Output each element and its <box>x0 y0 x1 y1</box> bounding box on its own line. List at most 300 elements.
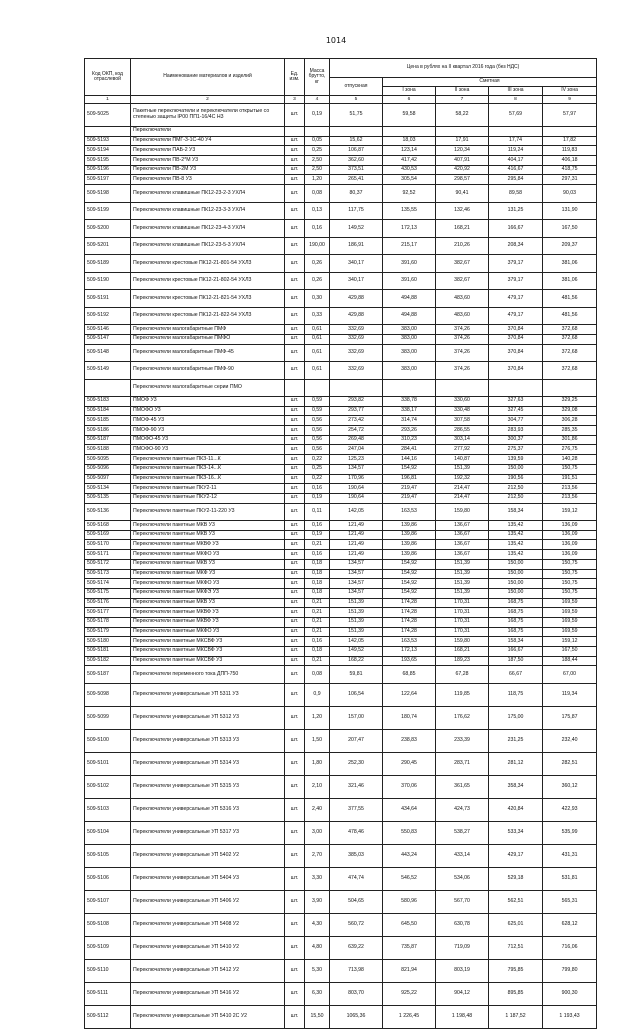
cell-mass: 3,30 <box>305 867 330 890</box>
cell-name: Переключатели клавишные ПК12-23-2-3 УХЛ4 <box>131 185 285 203</box>
cell-unit: шт. <box>285 416 305 426</box>
cell-zone-1-price: 580,96 <box>383 890 436 913</box>
cell-wholesale-price: 142,05 <box>330 503 383 521</box>
cell-zone-4-price: 209,37 <box>543 237 597 255</box>
cell-name: Переключатели пакетные МКВФ У3 <box>131 617 285 627</box>
cell-zone-3-price: 327,45 <box>489 406 543 416</box>
cell-zone-1-price: 391,60 <box>383 272 436 290</box>
cell-code: 509-5184 <box>85 406 131 416</box>
cell-zone-4-price: 406,18 <box>543 156 597 166</box>
table-row <box>85 569 597 579</box>
cell-zone-2-price: 170,31 <box>436 608 489 618</box>
cell-name: Переключатели пакетные МКФЭ У3 <box>131 588 285 598</box>
cell-wholesale-price: 151,39 <box>330 598 383 608</box>
cell-name: Переключатели пакетные МКВ У3 <box>131 598 285 608</box>
cell-unit: шт. <box>285 656 305 666</box>
cell-zone-4-price: 169,59 <box>543 627 597 637</box>
cell-code: 509-5134 <box>85 484 131 494</box>
cell-mass: 0,9 <box>305 683 330 706</box>
cell-wholesale-price: 254,72 <box>330 426 383 436</box>
cell-zone-1-price: 68,85 <box>383 666 436 684</box>
table-row <box>85 530 597 540</box>
cell-zone-3-price: 150,00 <box>489 464 543 474</box>
cell-name: Переключатели пакетные МКСВФ У3 <box>131 637 285 647</box>
table-row <box>85 521 597 531</box>
cell-wholesale-price: 134,57 <box>330 569 383 579</box>
cell-code: 509-5172 <box>85 559 131 569</box>
cell-code: 509-5187 <box>85 435 131 445</box>
cell-code: 509-5192 <box>85 307 131 325</box>
table-row <box>85 617 597 627</box>
cell-zone-3-price: 281,12 <box>489 752 543 775</box>
cell-name: Переключатели пакетные МКВФ У3 <box>131 540 285 550</box>
cell-code: 509-5201 <box>85 237 131 255</box>
cell-wholesale-price: 151,39 <box>330 617 383 627</box>
cell-code: 509-5191 <box>85 290 131 308</box>
table-row <box>85 656 597 666</box>
cell-unit: шт. <box>285 608 305 618</box>
cell-zone-2-price: 17,91 <box>436 136 489 146</box>
cell-zone-1-price: 135,55 <box>383 202 436 220</box>
cell-mass: 0,08 <box>305 185 330 203</box>
cell-mass: 2,70 <box>305 844 330 867</box>
cell-name: Переключатели универсальные УП 5312 У3 <box>131 706 285 729</box>
cell-unit: шт. <box>285 637 305 647</box>
table-row <box>85 844 597 867</box>
cell-zone-1-price: 821,94 <box>383 959 436 982</box>
cell-code: 509-5175 <box>85 588 131 598</box>
cell-zone-2-price: 136,67 <box>436 530 489 540</box>
cell-unit: шт. <box>285 913 305 936</box>
cell-zone-4-price: 213,56 <box>543 493 597 503</box>
table-row <box>85 608 597 618</box>
cell-zone-4-price: 169,59 <box>543 617 597 627</box>
table-row <box>85 683 597 706</box>
cell-zone-4-price: 285,35 <box>543 426 597 436</box>
cell-zone-2-price: 90,41 <box>436 185 489 203</box>
cell-zone-1-price: 310,23 <box>383 435 436 445</box>
cell-wholesale-price: 429,88 <box>330 290 383 308</box>
cell-wholesale-price: 207,47 <box>330 729 383 752</box>
cell-unit: шт. <box>285 559 305 569</box>
cell-unit: шт. <box>285 936 305 959</box>
cell-mass: 190,00 <box>305 237 330 255</box>
cell-code: 509-5188 <box>85 445 131 455</box>
table-row <box>85 272 597 290</box>
cell-unit: шт. <box>285 464 305 474</box>
cell-wholesale-price: 429,88 <box>330 307 383 325</box>
cell-mass: 0,61 <box>305 362 330 380</box>
cell-unit: шт. <box>285 729 305 752</box>
cell-zone-3-price: 712,51 <box>489 936 543 959</box>
cell-zone-1-price: 219,47 <box>383 493 436 503</box>
table-row <box>85 936 597 959</box>
cell-zone-1-price: 180,74 <box>383 706 436 729</box>
cell-name: ПМОФО-90 У3 <box>131 445 285 455</box>
cell-zone-2-price: 189,23 <box>436 656 489 666</box>
cell-zone-3-price: 429,17 <box>489 844 543 867</box>
cell-zone-4-price: 372,68 <box>543 325 597 335</box>
cell-code: 509-5025 <box>85 104 131 127</box>
cell-zone-1-price: 154,92 <box>383 559 436 569</box>
table-row <box>85 435 597 445</box>
cell-wholesale-price: 293,77 <box>330 406 383 416</box>
cell-zone-4-price: 67,00 <box>543 666 597 684</box>
cell-zone-1-price: 174,28 <box>383 608 436 618</box>
cell-wholesale-price: 560,72 <box>330 913 383 936</box>
cell-unit: шт. <box>285 775 305 798</box>
cell-zone-3-price: 135,42 <box>489 530 543 540</box>
cell-code: 509-5096 <box>85 464 131 474</box>
cell-unit: шт. <box>285 344 305 362</box>
cell-zone-2-price: 277,92 <box>436 445 489 455</box>
column-index: 9 <box>543 96 597 104</box>
cell-unit: шт. <box>285 406 305 416</box>
cell-mass <box>305 127 330 137</box>
cell-zone-2-price: 483,60 <box>436 307 489 325</box>
table-row <box>85 474 597 484</box>
cell-mass: 4,30 <box>305 913 330 936</box>
cell-zone-3-price: 17,74 <box>489 136 543 146</box>
cell-wholesale-price: 373,51 <box>330 165 383 175</box>
cell-name: Переключатели ПАБ-2 У3 <box>131 146 285 156</box>
cell-zone-3-price: 379,17 <box>489 255 543 273</box>
cell-code: 509-5199 <box>85 202 131 220</box>
cell-code <box>85 379 131 397</box>
cell-name: Переключатели пакетные МКВ У3 <box>131 559 285 569</box>
cell-unit: шт. <box>285 569 305 579</box>
cell-mass: 0,16 <box>305 637 330 647</box>
table-row <box>85 913 597 936</box>
cell-wholesale-price: 273,42 <box>330 416 383 426</box>
cell-mass: 0,16 <box>305 521 330 531</box>
cell-wholesale-price: 117,75 <box>330 202 383 220</box>
cell-zone-4-price: 167,50 <box>543 220 597 238</box>
cell-mass: 0,18 <box>305 559 330 569</box>
column-index: 8 <box>489 96 543 104</box>
cell-zone-1-price: 139,86 <box>383 530 436 540</box>
cell-zone-3-price: 370,84 <box>489 362 543 380</box>
cell-zone-1-price: 144,16 <box>383 455 436 465</box>
cell-name: Переключатели пакетные МКСВФ У3 <box>131 647 285 657</box>
cell-mass: 0,21 <box>305 656 330 666</box>
cell-unit: шт. <box>285 435 305 445</box>
cell-unit: шт. <box>285 1005 305 1028</box>
cell-mass: 0,19 <box>305 493 330 503</box>
cell-zone-1-price <box>383 127 436 137</box>
cell-zone-3-price: 562,51 <box>489 890 543 913</box>
cell-zone-1-price: 550,83 <box>383 821 436 844</box>
cell-zone-1-price: 196,81 <box>383 474 436 484</box>
cell-unit: шт. <box>285 959 305 982</box>
cell-zone-2-price: 170,31 <box>436 617 489 627</box>
cell-zone-1-price: 238,83 <box>383 729 436 752</box>
cell-zone-2-price: 214,47 <box>436 484 489 494</box>
cell-zone-1-price: 92,52 <box>383 185 436 203</box>
cell-unit: шт. <box>285 550 305 560</box>
cell-code: 509-5195 <box>85 156 131 166</box>
cell-unit: шт. <box>285 136 305 146</box>
cell-unit: шт. <box>285 290 305 308</box>
cell-code: 509-5098 <box>85 683 131 706</box>
cell-name: Переключатели ПВ-2*М У3 <box>131 156 285 166</box>
cell-zone-4-price: 136,09 <box>543 521 597 531</box>
cell-zone-2-price: 283,71 <box>436 752 489 775</box>
cell-unit: шт. <box>285 890 305 913</box>
cell-zone-3-price: 135,42 <box>489 521 543 531</box>
cell-zone-3-price: 283,93 <box>489 426 543 436</box>
cell-zone-3-price: 187,50 <box>489 656 543 666</box>
cell-mass: 0,16 <box>305 484 330 494</box>
cell-zone-1-price: 735,87 <box>383 936 436 959</box>
cell-mass: 0,11 <box>305 503 330 521</box>
cell-zone-3-price: 166,67 <box>489 220 543 238</box>
cell-zone-4-price: 372,68 <box>543 334 597 344</box>
table-row <box>85 559 597 569</box>
cell-zone-4-price: 282,51 <box>543 752 597 775</box>
cell-code: 509-5108 <box>85 913 131 936</box>
table-row <box>85 493 597 503</box>
cell-mass: 0,26 <box>305 255 330 273</box>
cell-unit: шт. <box>285 752 305 775</box>
cell-zone-2-price: 567,70 <box>436 890 489 913</box>
table-row <box>85 982 597 1005</box>
header-zone-3: III зона <box>489 87 543 96</box>
cell-unit: шт. <box>285 503 305 521</box>
cell-zone-4-price: 150,75 <box>543 588 597 598</box>
cell-zone-3-price: 625,01 <box>489 913 543 936</box>
cell-zone-3-price: 795,85 <box>489 959 543 982</box>
cell-zone-1-price: 443,24 <box>383 844 436 867</box>
cell-mass: 0,30 <box>305 290 330 308</box>
cell-zone-3-price: 300,37 <box>489 435 543 445</box>
cell-mass: 0,25 <box>305 146 330 156</box>
cell-zone-1-price: 391,60 <box>383 255 436 273</box>
cell-wholesale-price: 134,57 <box>330 559 383 569</box>
table-row <box>85 959 597 982</box>
cell-mass: 1,20 <box>305 175 330 185</box>
cell-zone-4-price: 232,40 <box>543 729 597 752</box>
cell-code: 509-5149 <box>85 362 131 380</box>
cell-code: 509-5112 <box>85 1005 131 1028</box>
cell-mass: 0,16 <box>305 550 330 560</box>
cell-zone-4-price: 481,56 <box>543 307 597 325</box>
column-index: 7 <box>436 96 489 104</box>
cell-unit: шт. <box>285 202 305 220</box>
cell-zone-4-price: 140,28 <box>543 455 597 465</box>
table-row <box>85 397 597 407</box>
cell-zone-2-price: 132,46 <box>436 202 489 220</box>
column-index: 1 <box>85 96 131 104</box>
cell-zone-3-price: 150,00 <box>489 588 543 598</box>
cell-zone-4-price: 372,68 <box>543 344 597 362</box>
cell-unit: шт. <box>285 579 305 589</box>
cell-unit: шт. <box>285 175 305 185</box>
cell-name: Переключатели малогабаритные серии ПМО <box>131 379 285 397</box>
cell-name: Переключатели универсальные УП 5316 У3 <box>131 798 285 821</box>
cell-wholesale-price: 151,39 <box>330 627 383 637</box>
cell-code: 509-5104 <box>85 821 131 844</box>
cell-zone-4-price: 136,09 <box>543 550 597 560</box>
cell-mass: 0,33 <box>305 307 330 325</box>
cell-zone-2-price: 286,55 <box>436 426 489 436</box>
table-row <box>85 344 597 362</box>
cell-unit: шт. <box>285 397 305 407</box>
table-row <box>85 464 597 474</box>
cell-name: Переключатели универсальные УП 5406 У2 <box>131 890 285 913</box>
cell-zone-4-price: 531,81 <box>543 867 597 890</box>
cell-code: 509-5181 <box>85 647 131 657</box>
cell-zone-3-price: 135,42 <box>489 550 543 560</box>
cell-name: Переключатели крестовые ПК12-21-801-54 УХЛ3 <box>131 255 285 273</box>
cell-zone-3-price: 212,50 <box>489 484 543 494</box>
cell-zone-3-price: 327,63 <box>489 397 543 407</box>
cell-zone-2-price: 210,26 <box>436 237 489 255</box>
cell-zone-4-price: 431,31 <box>543 844 597 867</box>
cell-zone-4-price: 628,12 <box>543 913 597 936</box>
cell-mass: 0,08 <box>305 666 330 684</box>
cell-zone-4-price: 159,12 <box>543 637 597 647</box>
cell-zone-4-price: 301,86 <box>543 435 597 445</box>
cell-unit: шт. <box>285 666 305 684</box>
cell-unit <box>285 379 305 397</box>
header-zone-2: II зона <box>436 87 489 96</box>
cell-wholesale-price: 803,70 <box>330 982 383 1005</box>
cell-zone-4-price: 481,56 <box>543 290 597 308</box>
cell-code: 509-5109 <box>85 936 131 959</box>
table-row <box>85 890 597 913</box>
cell-wholesale-price: 639,22 <box>330 936 383 959</box>
cell-code: 509-5101 <box>85 752 131 775</box>
cell-zone-4-price: 716,06 <box>543 936 597 959</box>
cell-wholesale-price: 504,65 <box>330 890 383 913</box>
cell-mass: 0,18 <box>305 579 330 589</box>
cell-zone-2-price: 298,57 <box>436 175 489 185</box>
table-row <box>85 445 597 455</box>
cell-mass: 0,59 <box>305 406 330 416</box>
cell-unit: шт. <box>285 982 305 1005</box>
cell-name: ПМОФ-45 У3 <box>131 416 285 426</box>
cell-name: Переключатели универсальные УП 5416 У2 <box>131 982 285 1005</box>
table-row <box>85 426 597 436</box>
cell-zone-3-price: 168,75 <box>489 627 543 637</box>
cell-zone-2-price: 407,91 <box>436 156 489 166</box>
cell-zone-1-price: 284,41 <box>383 445 436 455</box>
table-row <box>85 1005 597 1028</box>
cell-zone-4-price: 306,28 <box>543 416 597 426</box>
cell-code: 509-5146 <box>85 325 131 335</box>
cell-name: Переключатели универсальные УП 5412 У2 <box>131 959 285 982</box>
cell-mass: 4,80 <box>305 936 330 959</box>
cell-zone-4-price: 329,25 <box>543 397 597 407</box>
cell-zone-1-price: 293,26 <box>383 426 436 436</box>
cell-name: Переключатели пакетные ПКЗ-14...К <box>131 464 285 474</box>
cell-wholesale-price: 247,04 <box>330 445 383 455</box>
cell-zone-3-price: 150,00 <box>489 559 543 569</box>
cell-zone-2-price: 170,31 <box>436 598 489 608</box>
cell-zone-2-price: 120,34 <box>436 146 489 156</box>
cell-zone-1-price: 174,28 <box>383 598 436 608</box>
cell-unit: шт. <box>285 844 305 867</box>
cell-unit: шт. <box>285 445 305 455</box>
header-zone-4: IV зона <box>543 87 597 96</box>
table-row <box>85 220 597 238</box>
table-row <box>85 362 597 380</box>
cell-wholesale-price: 80,37 <box>330 185 383 203</box>
cell-name: Переключатели крестовые ПК12-21-802-54 УХЛ3 <box>131 272 285 290</box>
cell-zone-1-price: 139,86 <box>383 521 436 531</box>
cell-zone-4-price: 418,75 <box>543 165 597 175</box>
cell-zone-2-price: 483,60 <box>436 290 489 308</box>
cell-name: Переключатели пакетные ПКУ2-12 <box>131 493 285 503</box>
cell-mass: 0,61 <box>305 334 330 344</box>
cell-zone-2-price: 534,06 <box>436 867 489 890</box>
table-row <box>85 237 597 255</box>
cell-mass: 0,21 <box>305 617 330 627</box>
cell-zone-1-price: 123,14 <box>383 146 436 156</box>
cell-wholesale-price: 332,69 <box>330 362 383 380</box>
cell-zone-3-price: 89,58 <box>489 185 543 203</box>
cell-name: Переключатели пакетные МКФ У3 <box>131 569 285 579</box>
cell-zone-1-price: 219,47 <box>383 484 436 494</box>
cell-name: Переключатели крестовые ПК12-21-821-54 УХЛ3 <box>131 290 285 308</box>
cell-wholesale-price: 332,69 <box>330 334 383 344</box>
header-name: Наименование материалов и изделий <box>131 59 285 96</box>
table-row <box>85 637 597 647</box>
cell-unit: шт. <box>285 104 305 127</box>
cell-zone-3-price: 479,17 <box>489 290 543 308</box>
cell-mass: 2,10 <box>305 775 330 798</box>
cell-zone-4-price: 150,75 <box>543 464 597 474</box>
cell-zone-4-price: 799,80 <box>543 959 597 982</box>
cell-mass: 0,13 <box>305 202 330 220</box>
cell-mass: 0,05 <box>305 136 330 146</box>
cell-zone-4-price: 297,31 <box>543 175 597 185</box>
cell-zone-3-price: 135,42 <box>489 540 543 550</box>
cell-code: 509-5099 <box>85 706 131 729</box>
cell-zone-1-price: 154,92 <box>383 464 436 474</box>
cell-zone-4-price: 191,51 <box>543 474 597 484</box>
cell-zone-3-price: 304,77 <box>489 416 543 426</box>
cell-name: Пакетные переключатели и переключатели открытые со степенью защиты IP00 ПП1-16/4С Н3 <box>131 104 285 127</box>
cell-wholesale-price: 157,00 <box>330 706 383 729</box>
cell-code: 509-5198 <box>85 185 131 203</box>
cell-mass: 5,30 <box>305 959 330 982</box>
cell-code: 509-5170 <box>85 540 131 550</box>
cell-wholesale-price: 142,05 <box>330 637 383 647</box>
cell-code: 509-5186 <box>85 426 131 436</box>
cell-zone-1-price: 338,17 <box>383 406 436 416</box>
cell-unit <box>285 127 305 137</box>
cell-zone-3-price: 370,84 <box>489 334 543 344</box>
cell-zone-3-price: 175,00 <box>489 706 543 729</box>
cell-wholesale-price: 713,98 <box>330 959 383 982</box>
cell-code: 509-5173 <box>85 569 131 579</box>
header-zone-1: I зона <box>383 87 436 96</box>
cell-code: 509-5148 <box>85 344 131 362</box>
cell-wholesale-price: 269,48 <box>330 435 383 445</box>
cell-zone-3-price: 166,67 <box>489 647 543 657</box>
cell-mass: 0,19 <box>305 104 330 127</box>
cell-zone-1-price: 215,17 <box>383 237 436 255</box>
cell-zone-2-price <box>436 379 489 397</box>
cell-wholesale-price: 134,57 <box>330 588 383 598</box>
cell-zone-3-price: 404,17 <box>489 156 543 166</box>
cell-zone-1-price: 383,00 <box>383 334 436 344</box>
cell-wholesale-price: 106,54 <box>330 683 383 706</box>
cell-zone-2-price: 159,80 <box>436 503 489 521</box>
cell-name: Переключатели ПВ-8 У3 <box>131 175 285 185</box>
